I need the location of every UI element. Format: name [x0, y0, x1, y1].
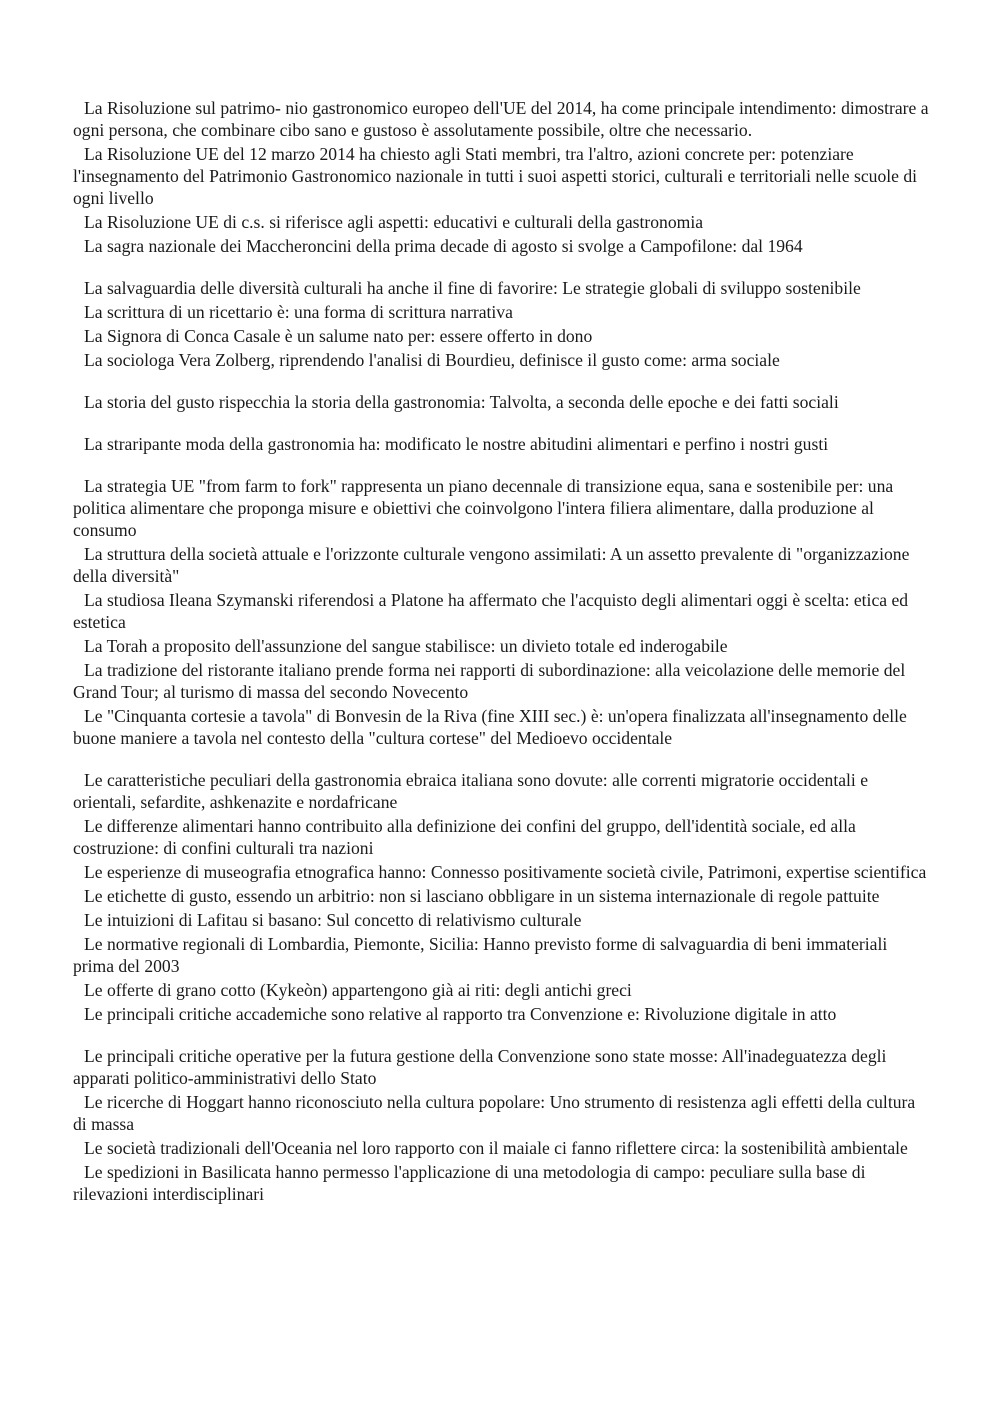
entry: La scrittura di un ricettario è: una forma di scrittura narrativa: [84, 302, 513, 322]
entry: La struttura della società attuale e l'orizzonte culturale vengono assimilati: A un assetto prevalente di "organizzazione della diversità": [73, 544, 910, 586]
entry: Le "Cinquanta cortesie a tavola" di Bonvesin de la Riva (fine XIII sec.) è: un'opera finalizzata all'insegnamento delle buone maniere a tavola nel contesto della "cultura cortese" del Medioevo occidentale: [73, 706, 907, 748]
entry: Le esperienze di museografia etnografica hanno: Connesso positivamente società civile, Patrimoni, expertise scientifica: [84, 862, 927, 882]
entry: La storia del gusto rispecchia la storia della gastronomia: Talvolta, a seconda delle epoche e dei fatti sociali: [84, 392, 839, 412]
entry: La sociologa Vera Zolberg, riprendendo l'analisi di Bourdieu, definisce il gusto come: arma sociale: [84, 350, 780, 370]
entry: La salvaguardia delle diversità culturali ha anche il fine di favorire: Le strategie globali di sviluppo sostenibile: [84, 278, 861, 298]
entry: La strategia UE "from farm to fork" rappresenta un piano decennale di transizione equa, sana e sostenibile per: una politica alimentare che proponga misure e obiettivi che coinvolgono l'intera filiera alimentare, dalla produzione al consumo: [73, 476, 894, 540]
entry: Le principali critiche accademiche sono relative al rapporto tra Convenzione e: Rivoluzione digitale in atto: [84, 1004, 837, 1024]
entry: Le caratteristiche peculiari della gastronomia ebraica italiana sono dovute: alle correnti migratorie occidentali e orientali, sefardite, ashkenazite e nordafricane: [73, 770, 869, 812]
entry: Le offerte di grano cotto (Kykeòn) appartengono già ai riti: degli antichi greci: [84, 980, 632, 1000]
entry: La Risoluzione sul patrimo- nio gastronomico europeo dell'UE del 2014, ha come principale intendimento: dimostrare a ogni persona, che combinare cibo sano e gustoso è assolutamente possibile, oltre che necessario.: [73, 98, 929, 140]
entry: Le normative regionali di Lombardia, Piemonte, Sicilia: Hanno previsto forme di salvaguardia di beni immateriali prima del 2003: [73, 934, 888, 976]
entry: La Risoluzione UE di c.s. si riferisce agli aspetti: educativi e culturali della gastronomia: [84, 212, 704, 232]
entry: Le differenze alimentari hanno contribuito alla definizione dei confini del gruppo, dell'identità sociale, ed alla costruzione: di confini culturali tra nazioni: [73, 816, 856, 858]
entry: Le intuizioni di Lafitau si basano: Sul concetto di relativismo culturale: [84, 910, 582, 930]
entry: La sagra nazionale dei Maccheroncini della prima decade di agosto si svolge a Campofilone: dal 1964: [84, 236, 803, 256]
entry: La straripante moda della gastronomia ha: modificato le nostre abitudini alimentari e perfino i nostri gusti: [84, 434, 829, 454]
entry: Le principali critiche operative per la futura gestione della Convenzione sono state mosse: All'inadeguatezza degli apparati politico-amministrativi dello Stato: [73, 1046, 887, 1088]
entry: La Risoluzione UE del 12 marzo 2014 ha chiesto agli Stati membri, tra l'altro, azioni concrete per: potenziare l'insegnamento del Patrimonio Gastronomico nazionale in tutti i suoi aspetti storici, culturali e territoriali nelle scuole di ogni livello: [73, 144, 918, 208]
entry: La Signora di Conca Casale è un salume nato per: essere offerto in dono: [84, 326, 593, 346]
entry: La tradizione del ristorante italiano prende forma nei rapporti di subordinazione: alla veicolazione delle memorie del Grand Tour; al turismo di massa del secondo Novecento: [73, 660, 906, 702]
entry: La Torah a proposito dell'assunzione del sangue stabilisce: un divieto totale ed inderogabile: [84, 636, 728, 656]
entry: La studiosa Ileana Szymanski riferendosi a Platone ha affermato che l'acquisto degli alimentari oggi è scelta: etica ed estetica: [73, 590, 909, 632]
entry: Le ricerche di Hoggart hanno riconosciuto nella cultura popolare: Uno strumento di resistenza agli effetti della cultura di massa: [73, 1092, 916, 1134]
entry: Le società tradizionali dell'Oceania nel loro rapporto con il maiale ci fanno riflettere circa: la sostenibilità ambientale: [84, 1138, 908, 1158]
entry: Le spedizioni in Basilicata hanno permesso l'applicazione di una metodologia di campo: peculiare sulla base di rilevazioni interdisciplinari: [73, 1162, 866, 1204]
entry: Le etichette di gusto, essendo un arbitrio: non si lasciano obbligare in un sistema internazionale di regole pattuite: [84, 886, 880, 906]
